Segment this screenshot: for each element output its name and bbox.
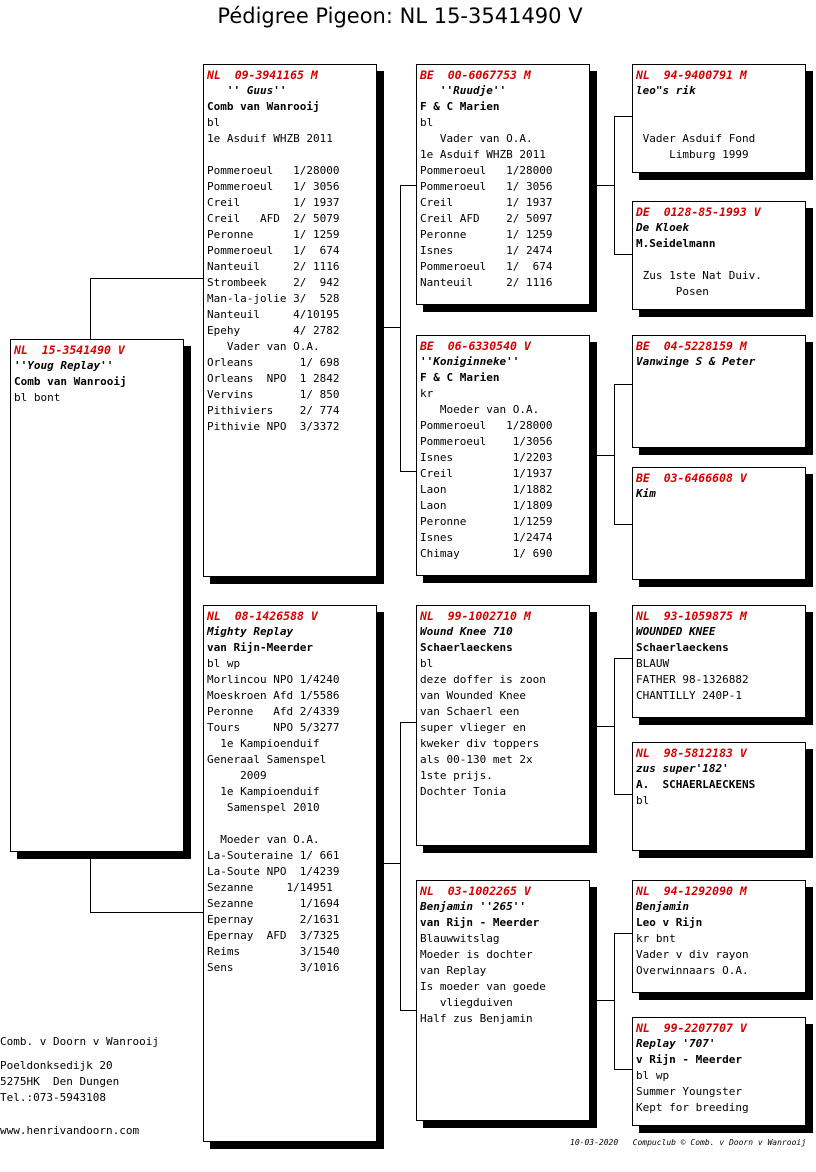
connector-line — [384, 327, 400, 328]
pedigree-card-subject — [10, 339, 184, 852]
pedigree-detail-line: Vervins 1/ 850 — [207, 388, 340, 401]
pedigree-detail-line: Limburg 1999 — [636, 148, 749, 161]
pedigree-detail-line: 1e Asduif WHZB 2011 — [207, 132, 333, 145]
connector-line — [400, 471, 417, 472]
pedigree-detail-line: bl — [636, 794, 650, 807]
ring-number: NL 03-1002265 V — [420, 884, 531, 898]
connector-line — [614, 933, 633, 934]
pedigree-detail-line: Zus 1ste Nat Duiv. — [636, 269, 762, 282]
pedigree-detail-line: Peronne 1/ 1259 — [207, 228, 340, 241]
owner-name: v Rijn - Meerder — [636, 1053, 742, 1066]
pedigree-detail-line: Tours NPO 5/3277 — [207, 721, 340, 734]
pigeon-name: Replay '707' — [636, 1037, 716, 1050]
pigeon-name: Kim — [636, 487, 656, 500]
pedigree-detail-line — [636, 252, 802, 268]
breeder-phone: Tel.:073-5943108 — [0, 1091, 106, 1104]
pedigree-detail-line: Peronne Afd 2/4339 — [207, 705, 340, 718]
pedigree-detail-line: Pommeroeul 1/28000 — [207, 164, 340, 177]
pedigree-detail-line — [636, 99, 802, 115]
pedigree-detail-line: Reims 3/1540 — [207, 945, 340, 958]
pedigree-detail-line: CHANTILLY 240P-1 — [636, 689, 742, 702]
pedigree-detail-line: Pithiviers 2/ 774 — [207, 404, 340, 417]
pedigree-card-sire-sire-sire — [632, 64, 806, 173]
connector-line — [614, 794, 633, 795]
owner-name: Schaerlaeckens — [420, 641, 513, 654]
pedigree-detail-line: Morlincou NPO 1/4240 — [207, 673, 340, 686]
pigeon-name: Mighty Replay — [207, 625, 294, 638]
pedigree-detail-line: Pommeroeul 1/3056 — [420, 435, 553, 448]
connector-line — [400, 185, 417, 186]
ring-number: NL 93-1059875 M — [636, 609, 747, 623]
pedigree-detail-line: Vader v div rayon — [636, 948, 749, 961]
pedigree-card-dam — [203, 605, 377, 1142]
pedigree-card-dam-sire-dam — [632, 742, 806, 851]
pedigree-detail-line: Nanteuil 2/ 1116 — [207, 260, 340, 273]
owner-name: F & C Marien — [420, 371, 500, 384]
pedigree-detail-line: van Schaerl een — [420, 705, 520, 718]
pedigree-card-dam-dam — [416, 880, 590, 1121]
pedigree-detail-line: van Wounded Knee — [420, 689, 526, 702]
pigeon-name: ''Ruudje'' — [420, 84, 507, 97]
footer-credit — [570, 1138, 806, 1147]
pedigree-detail-line: Pommeroeul 1/ 674 — [207, 244, 340, 257]
connector-line — [597, 185, 614, 186]
pedigree-detail-line: Moeder van O.A. — [420, 403, 540, 416]
owner-name: van Rijn - Meerder — [420, 916, 540, 929]
breeder-info — [0, 1034, 159, 1106]
pedigree-detail-line: La-Soute NPO 1/4239 — [207, 865, 340, 878]
connector-line — [90, 912, 204, 913]
ring-number: BE 00-6067753 M — [420, 68, 531, 82]
pedigree-card-sire-sire-dam — [632, 201, 806, 310]
pedigree-card-dam-dam-dam — [632, 1017, 806, 1126]
connector-line — [614, 116, 633, 117]
pedigree-detail-line: bl wp — [207, 657, 241, 670]
pedigree-detail-line: van Replay — [420, 964, 487, 977]
pedigree-detail-line: Sens 3/1016 — [207, 961, 340, 974]
ring-number: NL 15-3541490 V — [14, 343, 125, 357]
pedigree-detail-line: Laon 1/1882 — [420, 483, 553, 496]
connector-line — [614, 524, 633, 525]
pedigree-detail-line: 1e Kampioenduif — [207, 737, 320, 750]
pedigree-detail-line: vliegduiven — [420, 996, 513, 1009]
pedigree-detail-line: Isnes 1/ 2474 — [420, 244, 553, 257]
owner-name: A. SCHAERLAECKENS — [636, 778, 756, 791]
pedigree-card-dam-sire — [416, 605, 590, 846]
breeder-address-line: Poeldonksedijk 20 — [0, 1059, 113, 1072]
pedigree-card-sire-dam-sire — [632, 335, 806, 448]
pedigree-detail-line: Half zus Benjamin — [420, 1012, 533, 1025]
connector-line — [597, 455, 614, 456]
ring-number: NL 08-1426588 V — [207, 609, 318, 623]
connector-line — [614, 658, 615, 794]
pedigree-detail-line: Sezanne 1/1694 — [207, 897, 340, 910]
pedigree-detail-line: Summer Youngster — [636, 1085, 742, 1098]
page-title: Pédigree Pigeon: NL 15-3541490 V — [217, 4, 583, 28]
pedigree-detail-line: FATHER 98-1326882 — [636, 673, 749, 686]
pedigree-detail-line: La-Souteraine 1/ 661 — [207, 849, 340, 862]
pedigree-detail-line: als 00-130 met 2x — [420, 753, 533, 766]
connector-line — [614, 384, 615, 524]
pedigree-detail-line: Creil 1/ 1937 — [207, 196, 340, 209]
pedigree-detail-line: bl bont — [14, 391, 61, 404]
pedigree-detail-line — [207, 816, 373, 832]
connector-line — [90, 278, 204, 279]
pedigree-card-sire-dam — [416, 335, 590, 576]
pedigree-detail-line: Epernay 2/1631 — [207, 913, 340, 926]
pedigree-detail-line: Posen — [636, 285, 709, 298]
connector-line — [597, 1000, 614, 1001]
breeder-website-link[interactable]: www.henrivandoorn.com — [0, 1124, 140, 1137]
connector-line — [614, 933, 615, 1069]
pedigree-detail-line: Vader van O.A. — [207, 340, 320, 353]
pedigree-detail-line: Sezanne 1/14951 — [207, 881, 333, 894]
pedigree-detail-line: 2009 — [207, 769, 267, 782]
owner-name: van Rijn-Meerder — [207, 641, 313, 654]
connector-line — [400, 1010, 417, 1011]
owner-name: Schaerlaeckens — [636, 641, 729, 654]
ring-number: NL 09-3941165 M — [207, 68, 318, 82]
pedigree-detail-line: Generaal Samenspel — [207, 753, 327, 766]
pedigree-detail-line: Pommeroeul 1/ 3056 — [207, 180, 340, 193]
pedigree-detail-line — [636, 115, 802, 131]
pedigree-detail-line: Pommeroeul 1/ 3056 — [420, 180, 553, 193]
pigeon-name: De Kloek — [636, 221, 689, 234]
connector-line — [384, 863, 400, 864]
connector-line — [400, 185, 401, 471]
connector-line — [400, 722, 401, 1010]
pedigree-detail-line: bl wp — [636, 1069, 670, 1082]
ring-number: BE 03-6466608 V — [636, 471, 747, 485]
ring-number: BE 06-6330540 V — [420, 339, 531, 353]
pedigree-detail-line: Epehy 4/ 2782 — [207, 324, 340, 337]
ring-number: NL 98-5812183 V — [636, 746, 747, 760]
pigeon-name: Wound Knee 710 — [420, 625, 513, 638]
pedigree-card-dam-dam-sire — [632, 880, 806, 993]
pedigree-detail-line: Blauwwitslag — [420, 932, 500, 945]
ring-number: NL 94-1292090 M — [636, 884, 747, 898]
pedigree-detail-line: Laon 1/1809 — [420, 499, 553, 512]
pedigree-detail-line: Is moeder van goede — [420, 980, 546, 993]
pedigree-detail-line: 1ste prijs. — [420, 769, 493, 782]
connector-line — [90, 858, 91, 912]
pedigree-detail-line: Peronne 1/1259 — [420, 515, 553, 528]
ring-number: BE 04-5228159 M — [636, 339, 747, 353]
pigeon-name: '' Guus'' — [207, 84, 287, 97]
pedigree-card-sire — [203, 64, 377, 577]
ring-number: NL 99-2207707 V — [636, 1021, 747, 1035]
pedigree-detail-line: Peronne 1/ 1259 — [420, 228, 553, 241]
pedigree-detail-line: Man-la-jolie 3/ 528 — [207, 292, 340, 305]
pedigree-detail-line: Orleans NPO 1 2842 — [207, 372, 340, 385]
pedigree-detail-line: Creil AFD 2/ 5097 — [420, 212, 553, 225]
connector-line — [614, 254, 633, 255]
pedigree-detail-line: Isnes 1/2474 — [420, 531, 553, 544]
pedigree-detail-line: 1e Asduif WHZB 2011 — [420, 148, 546, 161]
pedigree-detail-line: Kept for breeding — [636, 1101, 749, 1114]
connector-line — [597, 726, 614, 727]
pedigree-detail-line: Nanteuil 2/ 1116 — [420, 276, 553, 289]
pedigree-detail-line: Nanteuil 4/10195 — [207, 308, 340, 321]
owner-name: F & C Marien — [420, 100, 500, 113]
pedigree-detail-line: Pommeroeul 1/28000 — [420, 164, 553, 177]
pedigree-detail-line: bl — [420, 657, 434, 670]
pedigree-detail-line: Overwinnaars O.A. — [636, 964, 749, 977]
pigeon-name: ''Youg Replay'' — [14, 359, 114, 372]
pedigree-detail-line: deze doffer is zoon — [420, 673, 546, 686]
pigeon-name: WOUNDED KNEE — [636, 625, 716, 638]
pedigree-detail-line: super vlieger en — [420, 721, 526, 734]
connector-line — [614, 116, 615, 254]
owner-name: Comb van Wanrooij — [14, 375, 127, 388]
footer-date: 10-03-2020 — [570, 1138, 619, 1147]
connector-line — [614, 658, 633, 659]
pedigree-detail-line: Orleans 1/ 698 — [207, 356, 340, 369]
pedigree-card-dam-sire-sire — [632, 605, 806, 718]
breeder-address-line: 5275HK Den Dungen — [0, 1075, 120, 1088]
connector-line — [90, 278, 91, 340]
ring-number: DE 0128-85-1993 V — [636, 205, 761, 219]
pedigree-detail-line: Moeskroen Afd 1/5586 — [207, 689, 340, 702]
pigeon-name: leo"s rik — [636, 84, 696, 97]
pedigree-detail-line: Creil 1/ 1937 — [420, 196, 553, 209]
owner-name: Comb van Wanrooij — [207, 100, 320, 113]
pedigree-detail-line: kweker div toppers — [420, 737, 540, 750]
pigeon-name: Vanwinge S & Peter — [636, 355, 756, 368]
ring-number: NL 94-9400791 M — [636, 68, 747, 82]
pedigree-detail-line — [207, 147, 373, 163]
pedigree-detail-line: Moeder is dochter — [420, 948, 533, 961]
pedigree-detail-line: Creil 1/1937 — [420, 467, 553, 480]
footer-copyright: Compuclub © Comb. v Doorn v Wanrooij — [632, 1138, 807, 1147]
pedigree-detail-line: Vader Asduif Fond — [636, 132, 756, 145]
pedigree-detail-line: kr bnt — [636, 932, 676, 945]
pedigree-detail-line: Creil AFD 2/ 5079 — [207, 212, 340, 225]
connector-line — [400, 722, 417, 723]
pigeon-name: zus super'182' — [636, 762, 729, 775]
pedigree-detail-line: Chimay 1/ 690 — [420, 547, 553, 560]
connector-line — [614, 384, 633, 385]
pedigree-detail-line: Isnes 1/2203 — [420, 451, 553, 464]
pedigree-detail-line: kr — [420, 387, 434, 400]
owner-name: M.Seidelmann — [636, 237, 716, 250]
pedigree-detail-line: Pommeroeul 1/ 674 — [420, 260, 553, 273]
pedigree-detail-line: Pithivie NPO 3/3372 — [207, 420, 340, 433]
pedigree-detail-line: Samenspel 2010 — [207, 801, 320, 814]
pedigree-detail-line: 1e Kampioenduif — [207, 785, 320, 798]
pedigree-detail-line: Epernay AFD 3/7325 — [207, 929, 340, 942]
pigeon-name: Benjamin ''265'' — [420, 900, 526, 913]
pedigree-detail-line: bl — [207, 116, 221, 129]
owner-name: Leo v Rijn — [636, 916, 703, 929]
pedigree-detail-line: Pommeroeul 1/28000 — [420, 419, 553, 432]
pedigree-detail-line: Strombeek 2/ 942 — [207, 276, 340, 289]
pedigree-detail-line: bl — [420, 116, 434, 129]
connector-line — [614, 1069, 633, 1070]
pedigree-card-sire-sire — [416, 64, 590, 305]
ring-number: NL 99-1002710 M — [420, 609, 531, 623]
pigeon-name: ''Koniginneke'' — [420, 355, 520, 368]
breeder-name: Comb. v Doorn v Wanrooij — [0, 1035, 159, 1048]
pedigree-detail-line: BLAUW — [636, 657, 670, 670]
pigeon-name: Benjamin — [636, 900, 689, 913]
pedigree-detail-line: Dochter Tonia — [420, 785, 507, 798]
pedigree-card-sire-dam-dam — [632, 467, 806, 580]
pedigree-detail-line: Moeder van O.A. — [207, 833, 320, 846]
pedigree-detail-line: Vader van O.A. — [420, 132, 533, 145]
